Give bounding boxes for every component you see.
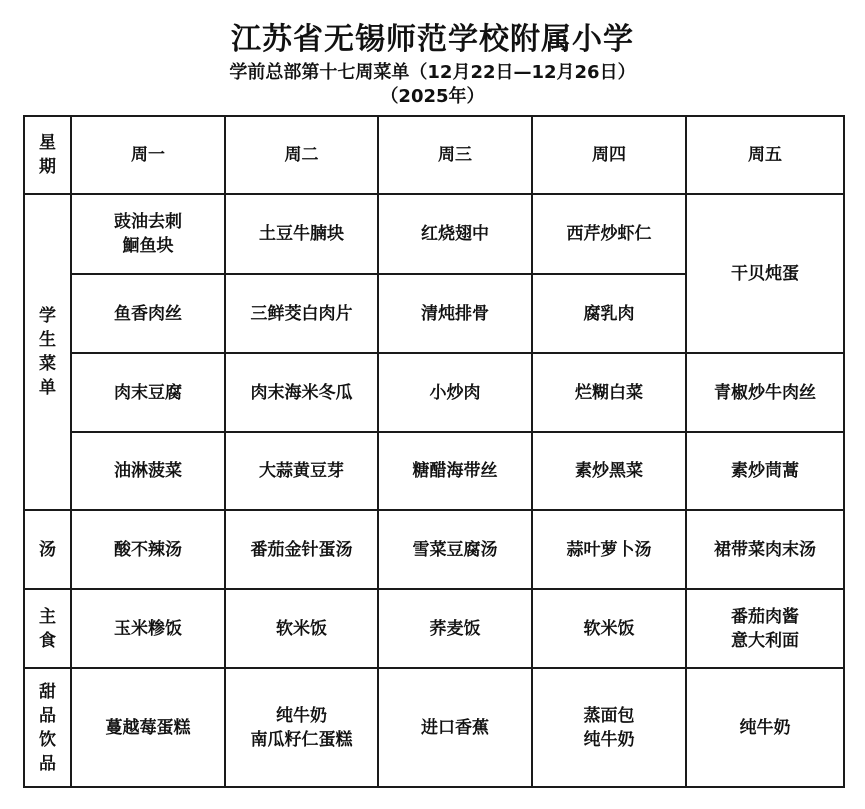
staple-cell: 软米饭 (532, 589, 686, 668)
label-char: 生 (39, 330, 56, 350)
dessert-cell (225, 668, 378, 787)
school-title: 江苏省无锡师范学校附属小学 (231, 22, 634, 57)
dessert-cell (532, 668, 686, 787)
dish-cell: 油淋菠菜 (71, 432, 225, 510)
dish-cell: 素炒黑菜 (532, 432, 686, 510)
menu-year: （2025年） (380, 86, 485, 107)
label-char: 甜 (39, 681, 56, 702)
dish-cell: 小炒肉 (378, 353, 532, 432)
label-char: 单 (39, 378, 56, 398)
dish-cell: 红烧翅中 (378, 194, 532, 274)
dish-cell: 青椒炒牛肉丝 (686, 353, 844, 432)
soup-cell: 酸不辣汤 (71, 510, 225, 589)
table-row (24, 432, 844, 510)
soup-cell: 番茄金针蛋汤 (225, 510, 378, 589)
staple-label (24, 589, 71, 668)
label-char: 主 (39, 606, 56, 627)
staple-cell (686, 589, 844, 668)
weekly-menu-table (23, 115, 845, 788)
soup-cell: 蒜叶萝卜汤 (532, 510, 686, 589)
dish-cell: 腐乳肉 (532, 274, 686, 353)
dish-line: 南瓜籽仁蛋糕 (250, 729, 353, 750)
student-menu-label (24, 194, 71, 510)
dish-line: 豉油去刺 (114, 212, 182, 232)
table-row (24, 194, 844, 274)
dish-cell: 西芹炒虾仁 (532, 194, 686, 274)
day-header-tue: 周二 (225, 116, 378, 194)
dish-cell: 三鲜茭白肉片 (225, 274, 378, 353)
dish-line: 纯牛奶 (276, 705, 327, 726)
dish-cell: 肉末豆腐 (71, 353, 225, 432)
day-header-mon: 周一 (71, 116, 225, 194)
dish-line: 蒸面包 (583, 705, 635, 726)
dish-cell-friday-merged: 干贝炖蛋 (686, 194, 844, 353)
soup-label: 汤 (24, 510, 71, 589)
dish-cell: 糖醋海带丝 (378, 432, 532, 510)
header-row (24, 116, 844, 194)
dessert-cell: 纯牛奶 (686, 668, 844, 787)
day-header-thu: 周四 (532, 116, 686, 194)
dish-line: 番茄肉酱 (731, 606, 799, 627)
dish-cell: 肉末海米冬瓜 (225, 353, 378, 432)
label-char: 食 (39, 630, 56, 651)
weekday-corner-label (24, 116, 71, 194)
dish-cell: 大蒜黄豆芽 (225, 432, 378, 510)
label-char: 品 (39, 753, 56, 774)
dessert-row (24, 668, 844, 787)
dish-cell: 素炒茼蒿 (686, 432, 844, 510)
dish-line: 纯牛奶 (583, 729, 635, 750)
dish-line: 鮰鱼块 (122, 236, 174, 256)
staple-cell: 荞麦饭 (378, 589, 532, 668)
dish-cell: 烂糊白菜 (532, 353, 686, 432)
soup-row (24, 510, 844, 589)
label-char: 品 (39, 705, 56, 726)
dish-line: 意大利面 (731, 630, 799, 651)
label-char: 菜 (39, 354, 56, 374)
dish-cell: 鱼香肉丝 (71, 274, 225, 353)
corner-char: 星 (39, 133, 56, 153)
dish-cell: 清炖排骨 (378, 274, 532, 353)
menu-subtitle: 学前总部第十七周菜单（12月22日—12月26日） (229, 62, 636, 83)
label-char: 学 (39, 306, 56, 326)
dessert-label (24, 668, 71, 787)
staple-row (24, 589, 844, 668)
staple-cell: 玉米糁饭 (71, 589, 225, 668)
dish-cell (71, 194, 225, 274)
soup-cell: 裙带菜肉末汤 (686, 510, 844, 589)
day-header-wed: 周三 (378, 116, 532, 194)
day-header-fri: 周五 (686, 116, 844, 194)
dessert-cell: 进口香蕉 (378, 668, 532, 787)
table-row (24, 353, 844, 432)
label-char: 饮 (39, 729, 56, 750)
dish-cell: 土豆牛腩块 (225, 194, 378, 274)
staple-cell: 软米饭 (225, 589, 378, 668)
corner-char: 期 (39, 157, 56, 177)
soup-cell: 雪菜豆腐汤 (378, 510, 532, 589)
dessert-cell: 蔓越莓蛋糕 (71, 668, 225, 787)
